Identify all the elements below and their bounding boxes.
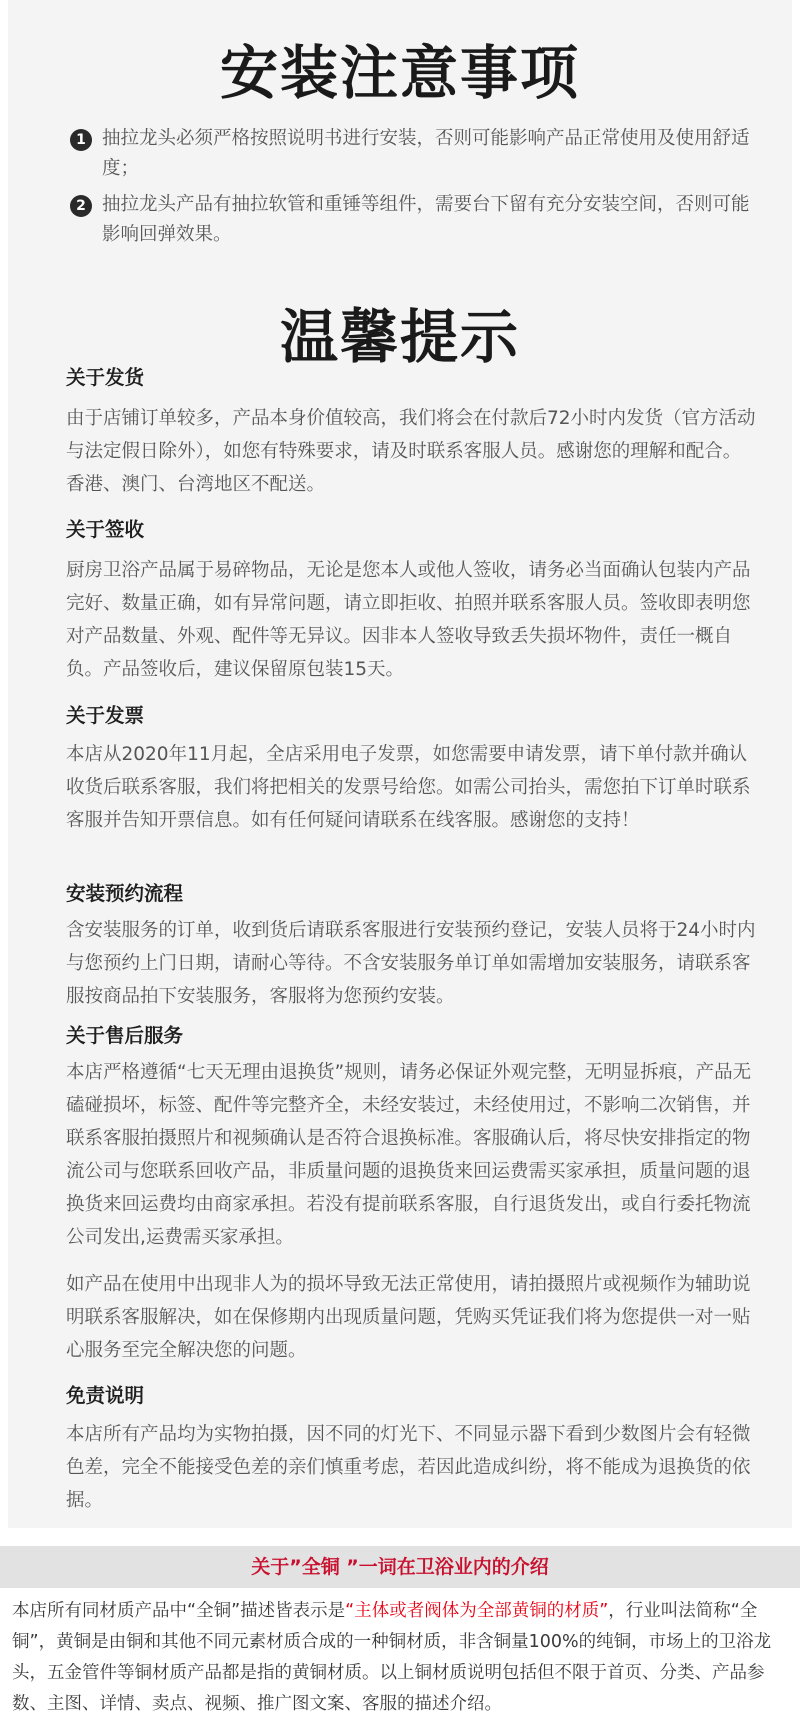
section-title-disclaimer: 免责说明 (66, 1384, 145, 1407)
install-note-item-1 (72, 124, 752, 184)
install-note-text: 抽拉龙头必须严格按照说明书进行安装，否则可能影响产品正常使用及使用舒适度； (102, 128, 750, 179)
number-2-icon: 2 (70, 195, 92, 217)
section-title-after-sales: 关于售后服务 (66, 1024, 184, 1047)
copper-intro-paragraph (12, 1596, 788, 1720)
install-note-item-2 (72, 190, 752, 250)
install-notes-title: 安装注意事项 (219, 39, 580, 107)
section-body-installation: 含安装服务的订单，收到货后请联系客服进行安装预约登记，安装人员将于24小时内与您预约上门日期，请耐心等待。不含安装服务单订单如需增加安装服务，请联系客服按商品拍下安装服务，客服将为您预约安装。 (66, 920, 756, 1007)
section-title-installation: 安装预约流程 (66, 882, 184, 905)
copper-intro-banner: 关于”全铜 ”一词在卫浴业内的介绍 (0, 1546, 800, 1588)
section-body-receipt: 厨房卫浴产品属于易碎物品，无论是您本人或他人签收，请务必当面确认包装内产品完好、数量正确，如有异常问题，请立即拒收、拍照并联系客服人员。签收即表明您对产品数量、外观、配件等无异议。因非本人签收导致丢失损坏物件，责任一概自负。产品签收后，建议保留原包装15天。 (66, 560, 751, 680)
section-body-shipping: 由于店铺订单较多，产品本身价值较高，我们将会在付款后72小时内发货（官方活动与法定假日除外），如您有特殊要求，请及时联系客服人员。感谢您的理解和配合。香港、澳门、台湾地区不配送。 (66, 408, 756, 495)
section-body-after-sales-2: 如产品在使用中出现非人为的损坏导致无法正常使用，请拍摄照片或视频作为辅助说明联系客服解决，如在保修期内出现质量问题，凭购买凭证我们将为您提供一对一贴心服务至完全解决您的问题。 (66, 1274, 751, 1361)
section-body-disclaimer: 本店所有产品均为实物拍摄，因不同的灯光下、不同显示器下看到少数图片会有轻微色差，完全不能接受色差的亲们慎重考虑，若因此造成纠纷，将不能成为退换货的依据。 (66, 1424, 751, 1511)
copper-intro-text-end: ，行业叫法简称“全铜”，黄铜是由铜和其他不同元素材质合成的一种铜材质，非含铜量100%的纯铜，市场上的卫浴龙头，五金管件等铜材质产品都是指的黄铜材质。以上铜材质说明包括但不限于首页、分类、产品参数、主图、详情、卖点、视频、推广图文案、客服的描述介绍。 (12, 1601, 772, 1714)
tips-title: 温馨提示 (279, 303, 520, 371)
section-body-invoice: 本店从2020年11月起，全店采用电子发票，如您需要申请发票，请下单付款并确认收货后联系客服，我们将把相关的发票号给您。如需公司抬头，需您拍下订单时联系客服并告知开票信息。如有任何疑问请联系在线客服。感谢您的支持！ (66, 744, 751, 831)
section-title-receipt: 关于签收 (66, 518, 145, 541)
number-1-icon: 1 (70, 129, 92, 151)
section-body-after-sales: 本店严格遵循“七天无理由退换货”规则，请务必保证外观完整，无明显拆痕，产品无磕碰损坏，标签、配件等完整齐全，未经安装过，未经使用过，不影响二次销售，并联系客服拍摄照片和视频确认是否符合退换标准。客服确认后，将尽快安排指定的物流公司与您联系回收产品，非质量问题的退换货来回运费需买家承担，质量问题的退换货来回运费均由商家承担。若没有提前联系客服，自行退货发出，或自行委托物流公司发出,运费需买家承担。 (66, 1062, 752, 1248)
install-note-text: 抽拉龙头产品有抽拉软管和重锤等组件，需要台下留有充分安装空间，否则可能影响回弹效果。 (102, 194, 750, 245)
copper-intro-text-start: 本店所有同材质产品中“全铜”描述皆表示是 (12, 1601, 346, 1621)
section-title-shipping: 关于发货 (66, 366, 145, 389)
copper-intro-highlight: “主体或者阀体为全部黄铜的材质” (345, 1601, 609, 1621)
section-title-invoice: 关于发票 (66, 704, 145, 727)
